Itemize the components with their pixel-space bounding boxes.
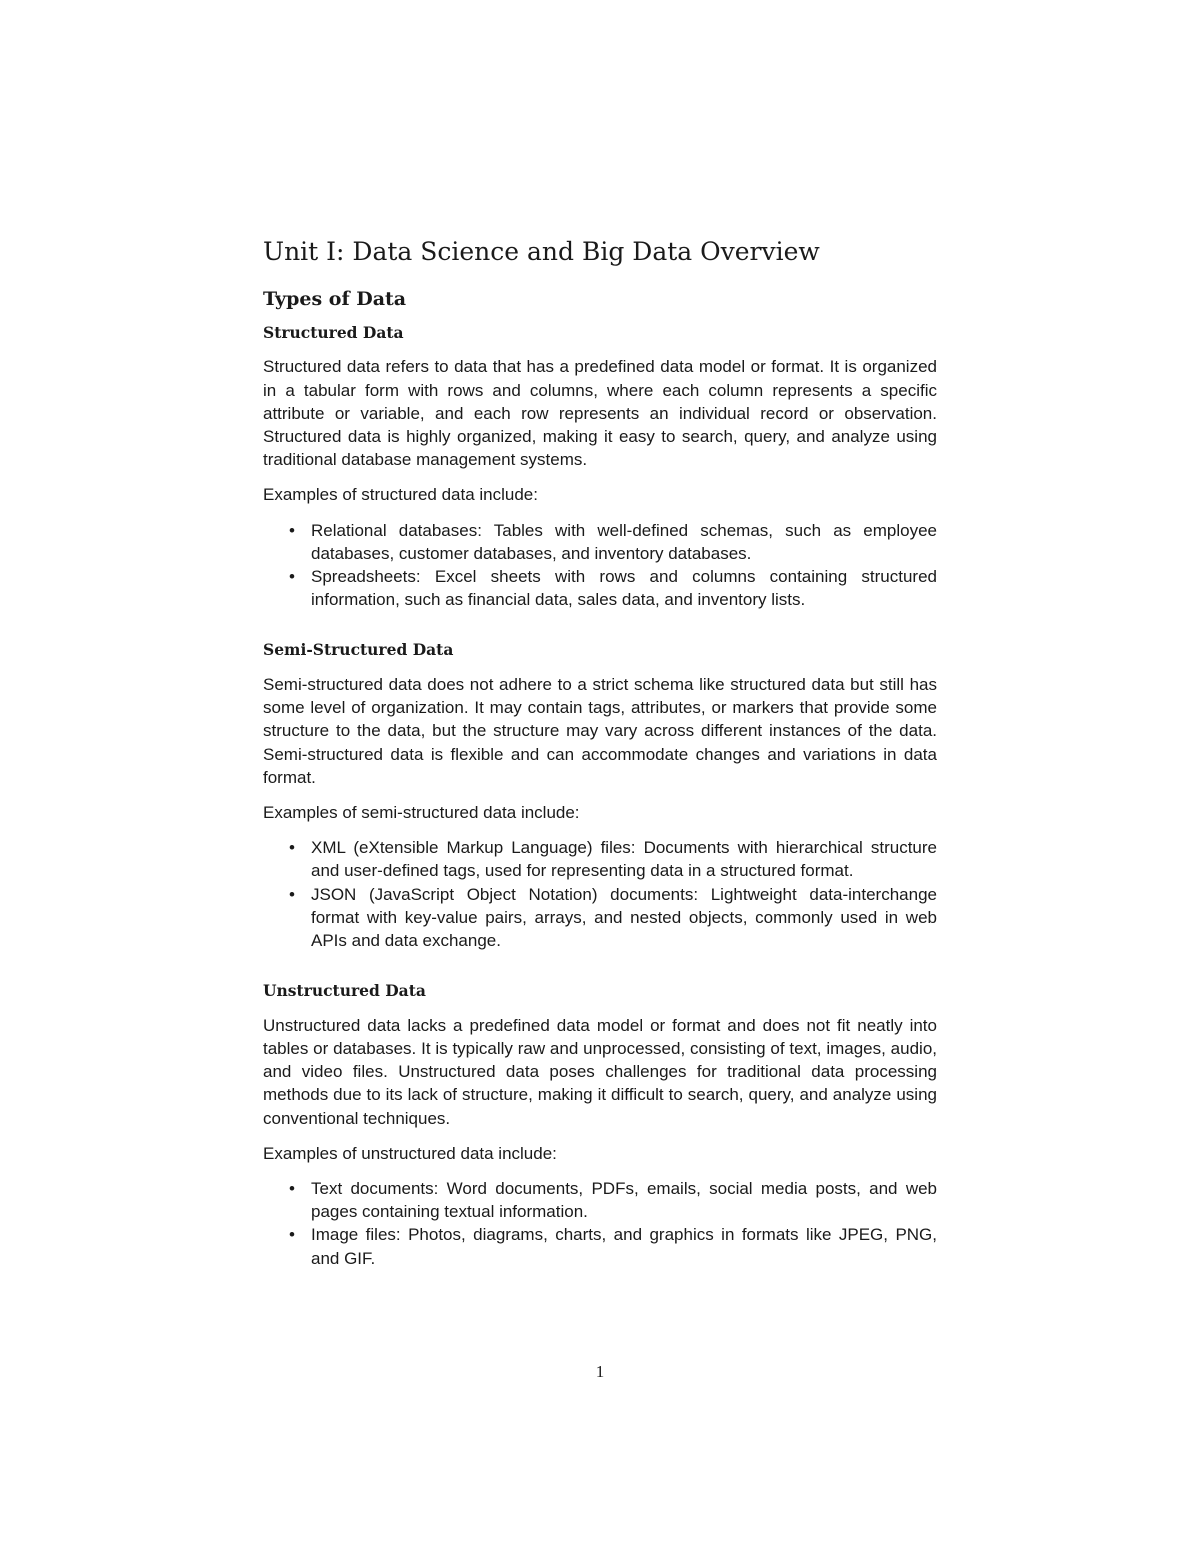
list-item: [289, 1223, 937, 1269]
bullet-icon: •: [289, 567, 295, 587]
list-item-text: Relational databases: Tables with well-defined schemas, such as employee databases, customer databases, and inventory databases.: [311, 520, 937, 563]
semi-structured-paragraph: Semi-structured data does not adhere to a strict schema like structured data but still has some level of organization. It may contain tags, attributes, or markers that provide some structure to the data, but the structure may vary across different instances of the data. Semi-structured data is flexible and can accommodate changes and variations in data format.: [263, 675, 937, 787]
unstructured-examples-intro: Examples of unstructured data include:: [263, 1143, 557, 1163]
semi-structured-examples-list: [263, 836, 937, 952]
bullet-icon: •: [289, 1179, 295, 1199]
section-heading-types-of-data: Types of Data: [263, 288, 407, 310]
structured-examples-list: [263, 519, 937, 612]
bullet-icon: •: [289, 884, 295, 904]
list-item-text: Image files: Photos, diagrams, charts, and graphics in formats like JPEG, PNG, and GIF.: [311, 1225, 937, 1268]
bullet-icon: •: [289, 1225, 295, 1245]
subsection-heading-unstructured: Unstructured Data: [263, 981, 426, 1001]
bullet-icon: •: [289, 838, 295, 858]
subsection-heading-semi-structured: Semi-Structured Data: [263, 640, 454, 660]
list-item: [289, 1177, 937, 1223]
list-item: [289, 836, 937, 882]
document-title: Unit I: Data Science and Big Data Overview: [263, 237, 820, 266]
list-item: [289, 883, 937, 953]
list-item-text: XML (eXtensible Markup Language) files: Documents with hierarchical structure and user-defined tags, used for representing data in a structured format.: [311, 838, 937, 881]
list-item-text: Spreadsheets: Excel sheets with rows and columns containing structured information, such as financial data, sales data, and inventory lists.: [311, 567, 937, 610]
subsection-heading-structured: Structured Data: [263, 322, 404, 342]
semi-structured-examples-intro: Examples of semi-structured data include:: [263, 803, 580, 823]
list-item-text: JSON (JavaScript Object Notation) documents: Lightweight data-interchange format with key-value pairs, arrays, and nested objects, commonly used in web APIs and data exchange.: [311, 884, 937, 951]
list-item-text: Text documents: Word documents, PDFs, emails, social media posts, and web pages containing textual information.: [311, 1179, 937, 1222]
document-page: [263, 237, 937, 1270]
structured-paragraph: Structured data refers to data that has a predefined data model or format. It is organized in a tabular form with rows and columns, where each column represents a specific attribute or variable, and each row represents an individual record or observation. Structured data is highly organized, making it easy to search, query, and analyze using traditional database management systems.: [263, 357, 937, 470]
list-item: [289, 565, 937, 611]
bullet-icon: •: [289, 520, 295, 540]
structured-examples-intro: Examples of structured data include:: [263, 485, 538, 505]
unstructured-examples-list: [263, 1177, 937, 1270]
page-number: 1: [595, 1362, 605, 1381]
list-item: [289, 519, 937, 565]
unstructured-paragraph: Unstructured data lacks a predefined data model or format and does not fit neatly into tables or databases. It is typically raw and unprocessed, consisting of text, images, audio, and video files. Unstructured data poses challenges for traditional data processing methods due to its lack of structure, making it difficult to search, query, and analyze using conventional techniques.: [263, 1015, 937, 1128]
